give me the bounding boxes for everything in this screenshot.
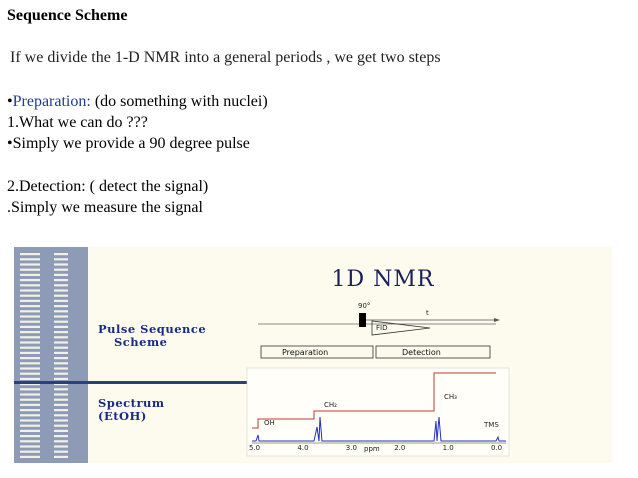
- preparation-line: [7, 92, 268, 112]
- ppm-axis-label: ppm: [364, 445, 380, 453]
- ppm-tick-label: 1.0: [442, 444, 454, 452]
- slide-title: 1D NMR: [331, 267, 435, 292]
- ppm-tick-label: 0.0: [491, 444, 503, 452]
- bullet: •: [7, 93, 13, 110]
- intro-text: If we divide the 1-D NMR into a general periods , we get two steps: [10, 49, 441, 66]
- fid-text: FID: [376, 324, 388, 332]
- preparation-box-text: Preparation: [282, 348, 329, 357]
- ppm-tick-label: 3.0: [345, 444, 357, 452]
- pulse-90-bar: [359, 313, 366, 327]
- peak-ch2-label: CH₂: [324, 401, 337, 409]
- peak-oh-label: OH: [264, 419, 275, 427]
- page-title: Sequence Scheme: [7, 7, 128, 24]
- what-can-do-line: 1.What we can do ???: [7, 114, 148, 131]
- t-label: t: [426, 309, 429, 317]
- nmr-slide-image: [14, 247, 612, 463]
- ppm-tick-label: 2.0: [394, 444, 406, 452]
- peak-ch3-label: CH₃: [444, 393, 457, 401]
- preparation-label: Preparation:: [12, 93, 91, 110]
- spectrum-label: Spectrum: [98, 396, 165, 410]
- preparation-rest: (do something with nuclei): [90, 93, 268, 110]
- peak-tms-label: TMS: [484, 421, 499, 429]
- scheme-label: Scheme: [114, 335, 168, 349]
- etoh-label: (EtOH): [98, 409, 147, 423]
- pulse-sequence-label: Pulse Sequence: [98, 322, 207, 336]
- ppm-tick-label: 4.0: [297, 444, 309, 452]
- detection-box-text: Detection: [402, 348, 441, 357]
- pulse-90-text: 90°: [358, 302, 371, 310]
- simply-measure-line: .Simply we measure the signal: [7, 199, 203, 216]
- simply-provide-line: •Simply we provide a 90 degree pulse: [7, 135, 250, 152]
- detection-line: 2.Detection: ( detect the signal): [7, 178, 209, 195]
- ppm-tick-label: 5.0: [249, 444, 261, 452]
